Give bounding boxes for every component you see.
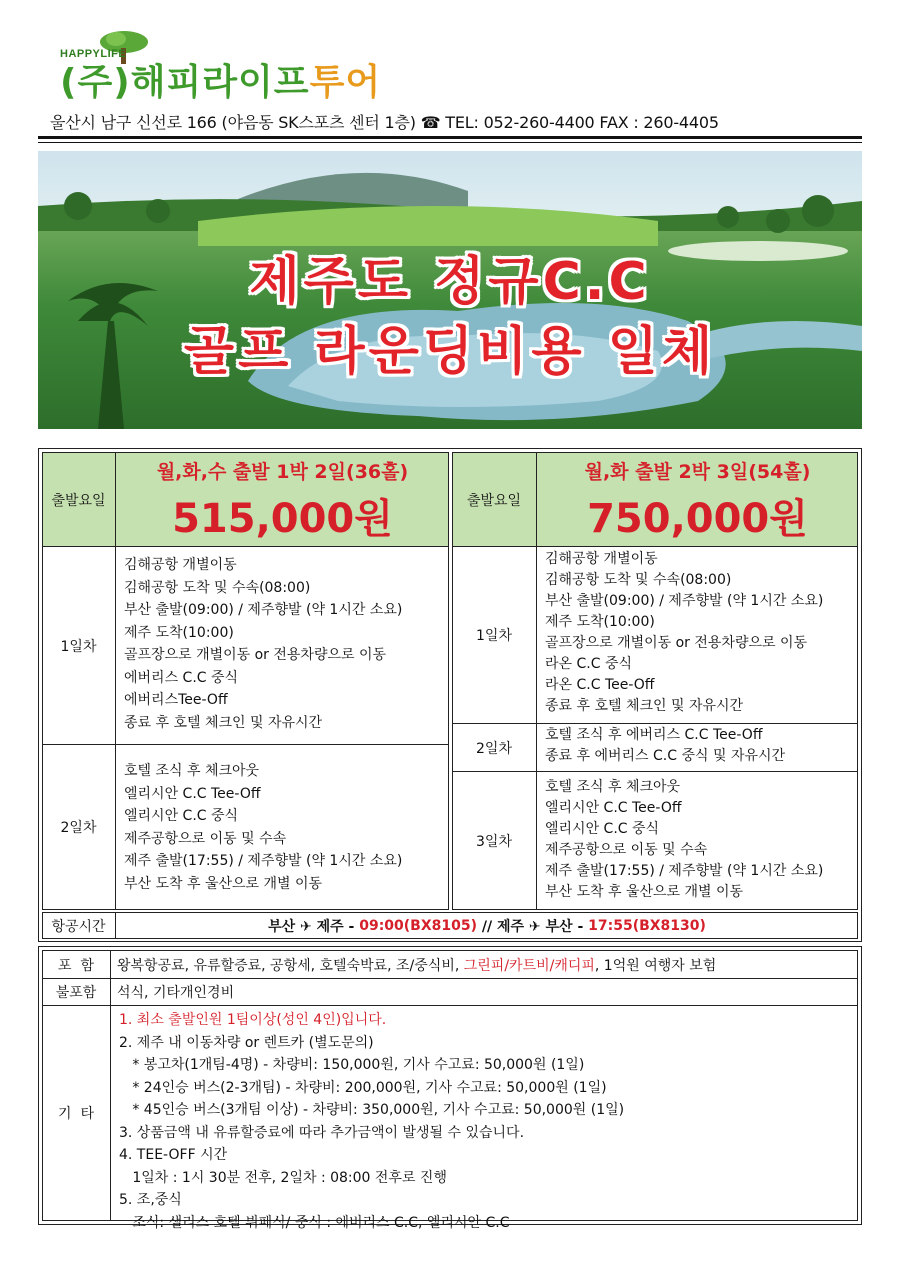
- flight-label: 항공시간: [51, 918, 106, 935]
- itinerary-line: 골프장으로 개별이동 or 전용차량으로 이동: [124, 647, 387, 663]
- itinerary-line: 부산 출발(09:00) / 제주향발 (약 1시간 소요): [545, 593, 824, 609]
- etc-notes: [119, 1009, 624, 1234]
- include-items: 왕복항공료, 유류할증료, 공항세, 호텔숙박료, 조/중식비,: [117, 957, 464, 974]
- flight-outbound-route: 부산 ✈ 제주 -: [268, 918, 360, 935]
- logo-brand-text: (주)해피라이프: [60, 62, 310, 103]
- itinerary-line: 김해공항 도착 및 수속(08:00): [545, 572, 732, 588]
- header-rule: [38, 136, 862, 139]
- etc-note-line: * 봉고차(1개팀-4명) - 차량비: 150,000원, 기사 수고료: 50,000원 (1일): [119, 1057, 585, 1073]
- left-plan-subtitle: 월,화,수 출발 1박 2일(36홀): [156, 461, 409, 483]
- itinerary-line: 김해공항 개별이동: [124, 557, 237, 573]
- right-plan-subtitle: 월,화 출발 2박 3일(54홀): [584, 461, 811, 483]
- flight-return-route: // 제주 ✈ 부산 -: [477, 918, 589, 935]
- left-day2-label: 2일차: [60, 820, 97, 836]
- etc-note-line: * 24인승 버스(2-3개팀) - 차량비: 200,000원, 기사 수고료: 50,000원 (1일): [119, 1079, 607, 1096]
- company-address: 울산시 남구 신선로 166 (야음동 SK스포츠 센터 1층) ☎ TEL: 052-260-4400 FAX : 260-4405: [50, 113, 719, 132]
- itinerary-line: 종료 후 호텔 체크인 및 자유시간: [124, 714, 323, 731]
- exclude-label: 불포함: [55, 985, 97, 1001]
- logo-brand-name: [60, 62, 381, 104]
- exclude-text: 석식, 기타개인경비: [117, 985, 235, 1001]
- logo-tour-text: 투어: [309, 62, 382, 103]
- etc-note-minimum: 1. 최소 출발인원 1팀이상(성인 4인)입니다.: [119, 1012, 387, 1028]
- left-day1-itinerary: [116, 554, 402, 734]
- info-table: [38, 946, 862, 1231]
- schedule-section: [38, 448, 862, 942]
- right-day2-itinerary: [537, 725, 785, 767]
- etc-note-line: 4. TEE-OFF 시간: [119, 1147, 228, 1163]
- include-text: [117, 950, 716, 979]
- right-day3-label: 3일차: [476, 833, 512, 850]
- left-day1-label: 1일차: [60, 638, 97, 655]
- company-logo: [60, 30, 520, 105]
- itinerary-line: 제주공항으로 이동 및 수속: [124, 830, 287, 847]
- include-insurance: , 1억원 여행자 보험: [594, 957, 717, 974]
- include-golf-fees: 그린피/카트비/캐디피: [463, 957, 595, 974]
- hero-banner: [38, 151, 862, 429]
- hero-title-line2: 골프 라운딩비용 일체: [183, 322, 717, 382]
- flight-times: [116, 912, 858, 939]
- itinerary-line: 제주 출발(17:55) / 제주향발 (약 1시간 소요): [124, 853, 403, 869]
- itinerary-line: 부산 출발(09:00) / 제주향발 (약 1시간 소요): [124, 602, 403, 618]
- hero-title-line1: 제주도 정규C.C: [249, 252, 651, 312]
- itinerary-line: 종료 후 호텔 체크인 및 자유시간: [545, 698, 744, 714]
- itinerary-line: 제주 출발(17:55) / 제주향발 (약 1시간 소요): [545, 863, 824, 879]
- itinerary-line: 호텔 조식 후 체크아웃: [124, 763, 260, 779]
- itinerary-line: 라온 C.C Tee-Off: [545, 677, 655, 693]
- itinerary-line: 에버리스 C.C 중식: [124, 669, 239, 686]
- itinerary-line: 호텔 조식 후 체크아웃: [545, 779, 681, 795]
- itinerary-line: 엘리시안 C.C Tee-Off: [545, 800, 682, 816]
- itinerary-line: 부산 도착 후 울산으로 개별 이동: [545, 884, 744, 900]
- etc-note-line: 3. 상품금액 내 유류할증료에 따라 추가금액이 발생될 수 있습니다.: [119, 1124, 525, 1141]
- include-label: 포 함: [58, 957, 94, 974]
- etc-note-line: 5. 조,중식: [119, 1192, 182, 1208]
- itinerary-line: 에버리스Tee-Off: [124, 692, 228, 708]
- etc-note-line: 조식: 샐리스 호텔 뷔페식/ 중식 : 에버리스 C.C, 엘리시안 C.C: [119, 1214, 510, 1231]
- flight-return-time: 17:55(BX8130): [588, 917, 706, 934]
- right-day1-itinerary: [537, 549, 823, 717]
- itinerary-line: 엘리시안 C.C Tee-Off: [124, 785, 261, 802]
- etc-note-line: * 45인승 버스(3개팀 이상) - 차량비: 350,000원, 기사 수고료: 50,000원 (1일): [119, 1102, 625, 1118]
- itinerary-line: 김해공항 개별이동: [545, 551, 658, 567]
- itinerary-line: 제주 도착(10:00): [124, 624, 234, 641]
- etc-note-line: 2. 제주 내 이동차량 or 렌트카 (별도문의): [119, 1034, 374, 1051]
- itinerary-line: 제주 도착(10:00): [545, 614, 655, 630]
- logo-happylife: HAPPYLIFE: [60, 48, 127, 60]
- itinerary-line: 라온 C.C 중식: [545, 656, 632, 672]
- info-divider: [110, 950, 111, 1221]
- etc-note-line: 1일차 : 1시 30분 전후, 2일차 : 08:00 전후로 진행: [119, 1169, 447, 1186]
- itinerary-line: 종료 후 에버리스 C.C 중식 및 자유시간: [545, 748, 786, 764]
- right-departure-label: 출발요일: [466, 492, 522, 509]
- left-day2-itinerary: [116, 760, 402, 895]
- header-rule-thin: [38, 142, 862, 143]
- left-plan-price: 515,000원: [172, 496, 393, 542]
- right-day1-label: 1일차: [476, 628, 512, 644]
- itinerary-line: 호텔 조식 후 에버리스 C.C Tee-Off: [545, 727, 763, 743]
- etc-label: 기 타: [58, 1106, 94, 1122]
- itinerary-line: 제주공항으로 이동 및 수속: [545, 842, 708, 858]
- itinerary-line: 엘리시안 C.C 중식: [545, 821, 660, 837]
- itinerary-line: 골프장으로 개별이동 or 전용차량으로 이동: [545, 635, 808, 651]
- right-plan-price: 750,000원: [587, 496, 808, 542]
- flight-outbound-time: 09:00(BX8105): [359, 917, 478, 934]
- left-departure-label: 출발요일: [51, 492, 106, 509]
- right-day2-label: 2일차: [476, 740, 512, 757]
- itinerary-line: 부산 도착 후 울산으로 개별 이동: [124, 875, 323, 892]
- itinerary-line: 김해공항 도착 및 수속(08:00): [124, 579, 311, 596]
- itinerary-line: 엘리시안 C.C 중식: [124, 808, 239, 824]
- right-day3-itinerary: [537, 777, 823, 903]
